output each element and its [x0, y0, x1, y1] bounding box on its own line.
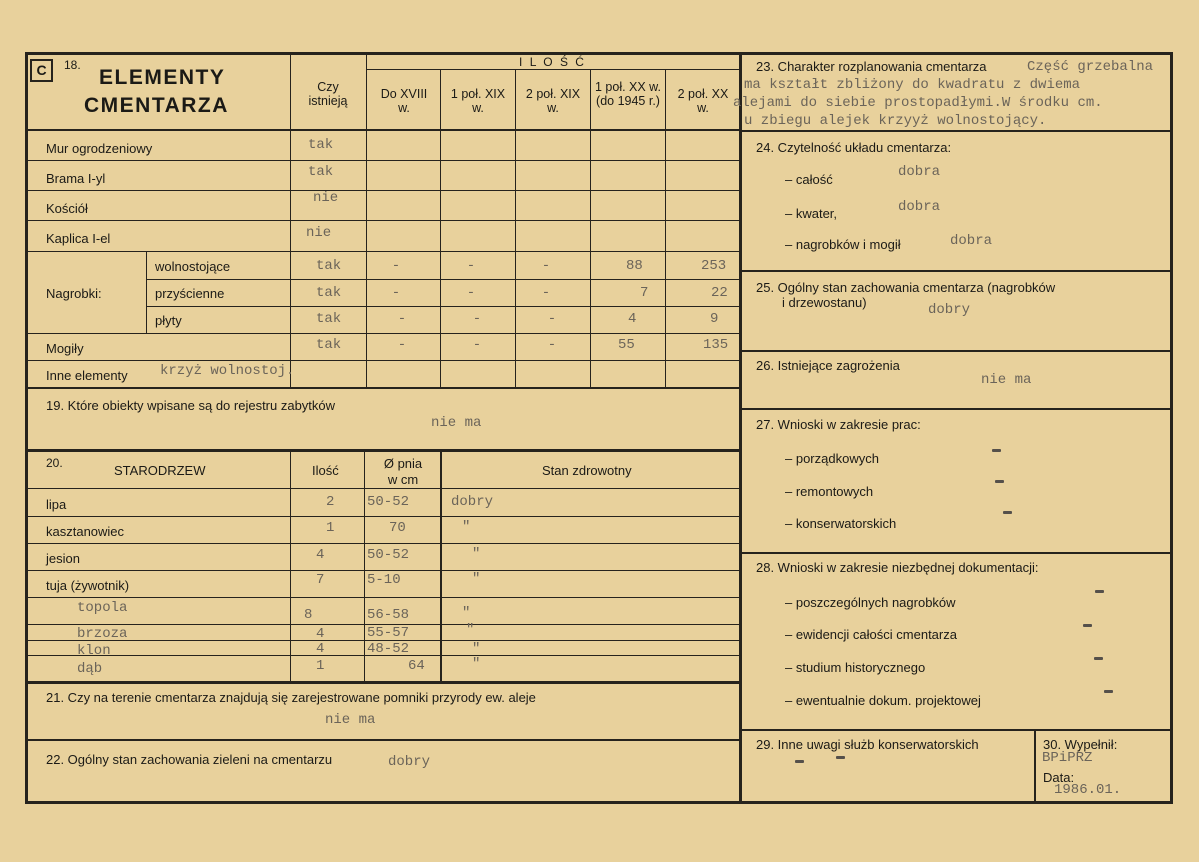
qty-value: - — [547, 337, 557, 353]
exists-column-header: Czy istnieją — [308, 80, 348, 108]
tree-name: kasztanowiec — [46, 524, 125, 539]
trees-qty-header: Ilość — [312, 463, 339, 478]
tree-health: " — [472, 571, 481, 587]
row-label-other: Inne elementy — [46, 368, 128, 383]
remarks-dash-2 — [836, 756, 845, 759]
tree-name-typed: dąb — [77, 661, 103, 677]
trees-diameter-header: Ø pnia — [383, 456, 423, 471]
section-18-title-line2: CMENTARZA — [84, 94, 229, 117]
tree-name: tuja (żywotnik) — [46, 578, 130, 593]
doc-history-dash — [1094, 657, 1103, 660]
qty-value: - — [397, 337, 407, 353]
row-label-church: Kościół — [46, 201, 88, 216]
qty-value: - — [472, 311, 482, 327]
tree-diameter: 56-58 — [367, 607, 410, 623]
legibility-plots-label: – kwater, — [785, 206, 838, 221]
s24-bottom — [740, 270, 1173, 272]
s20-col-sep — [440, 451, 442, 682]
s21-bottom — [25, 739, 740, 741]
doc-tombstones-dash — [1095, 590, 1104, 593]
row-label-gate: Brama I-yl — [46, 171, 106, 186]
section-26-value: nie ma — [981, 372, 1032, 388]
filled-by-value: BPiPRZ — [1042, 750, 1093, 766]
frame-bottom — [25, 801, 1173, 804]
section-20-number: 20. — [46, 456, 63, 470]
section-25-label-cont: i drzewostanu) — [782, 295, 867, 310]
qty-value: 9 — [710, 311, 719, 327]
tree-health: " — [462, 605, 471, 621]
legibility-whole-value: dobra — [898, 164, 941, 180]
tree-name-typed: klon — [77, 643, 111, 659]
tree-health: " — [466, 622, 475, 638]
section-30-label: 30. Wypełnił: — [1043, 737, 1118, 752]
s29-sep — [1034, 730, 1036, 802]
section-28-label: 28. Wnioski w zakresie niezbędnej dokumentacji: — [756, 560, 1039, 575]
works-repair-dash — [995, 480, 1004, 483]
row-label-tombstones-group: Nagrobki: — [46, 286, 102, 301]
frame-left — [25, 52, 28, 804]
tree-health: " — [472, 641, 481, 657]
doc-history-label: – studium historycznego — [785, 660, 926, 675]
section-26-label: 26. Istniejące zagrożenia — [756, 358, 900, 373]
works-conservation-dash — [1003, 511, 1012, 514]
tree-qty: 1 — [316, 658, 325, 674]
legibility-whole-label: – całość — [785, 172, 833, 187]
legibility-graves-label: – nagrobków i mogił — [785, 237, 901, 252]
s18-col-sep — [290, 55, 291, 387]
section-18-title-line1: ELEMENTY — [99, 66, 226, 89]
tree-name-typed: brzoza — [77, 626, 128, 642]
tree-diameter: 5-10 — [367, 572, 401, 588]
section-18-number: 18. — [64, 58, 81, 72]
frame-middle — [739, 52, 742, 804]
doc-design-dash — [1104, 690, 1113, 693]
tree-health: " — [472, 546, 481, 562]
s18-col-sep — [515, 70, 516, 387]
qty-value: 253 — [701, 258, 727, 274]
doc-register-dash — [1083, 624, 1092, 627]
tree-name: jesion — [46, 551, 80, 566]
tree-name: lipa — [46, 497, 67, 512]
s20-row-line — [25, 543, 740, 544]
exists-value: tak — [308, 137, 334, 153]
exists-value: nie — [306, 225, 332, 241]
s18-row-line — [25, 333, 740, 334]
s20-row-line — [25, 570, 740, 571]
tree-name-typed: topola — [77, 600, 128, 616]
section-19-label: 19. Które obiekty wpisane są do rejestru zabytków — [46, 398, 336, 413]
s20-col-sep — [290, 451, 291, 682]
tree-diameter: 50-52 — [367, 547, 410, 563]
section-29-label: 29. Inne uwagi służb konserwatorskich — [756, 737, 979, 752]
s26-bottom — [740, 408, 1173, 410]
tree-qty: 1 — [326, 520, 335, 536]
exists-value: tak — [316, 285, 342, 301]
row-label-wall: Mur ogrodzeniowy — [46, 141, 153, 156]
s18-bottom — [25, 387, 740, 389]
row-label-wall-mounted: przyścienne — [155, 286, 225, 301]
section-21-label: 21. Czy na terenie cmentarza znajdują się zarejestrowane pomniki przyrody ew. aleje — [46, 690, 536, 705]
section-letter-box: C — [30, 59, 53, 82]
qty-value: - — [397, 311, 407, 327]
section-27-label: 27. Wnioski w zakresie prac: — [756, 417, 921, 432]
s20-row-line — [25, 597, 740, 598]
qty-value: 135 — [703, 337, 729, 353]
s18-qty-sep — [366, 69, 739, 70]
tree-qty: 4 — [316, 626, 325, 642]
s20-bottom — [25, 681, 740, 684]
qty-value: 4 — [628, 311, 637, 327]
qty-value: - — [391, 285, 401, 301]
frame-right — [1170, 52, 1173, 804]
row-label-chapel: Kaplica I-el — [46, 231, 111, 246]
s18-group-sep — [146, 251, 147, 333]
s18-row-line — [25, 220, 740, 221]
works-repair-label: – remontowych — [785, 484, 874, 499]
exists-value: tak — [316, 258, 342, 274]
period-header-1: Do XVIII w. — [380, 87, 428, 115]
legibility-graves-value: dobra — [950, 233, 993, 249]
section-23-text-1: Część grzebalna — [1027, 59, 1154, 75]
tree-health: dobry — [451, 494, 494, 510]
exists-value: tak — [316, 337, 342, 353]
section-23-text-3: alejami do siebie prostopadłymi.W środku cm. — [733, 95, 1103, 111]
trees-health-header: Stan zdrowotny — [542, 463, 632, 478]
works-conservation-label: – konserwatorskich — [785, 516, 897, 531]
s20-top — [25, 449, 740, 452]
tree-qty: 4 — [316, 641, 325, 657]
s18-row-line — [25, 360, 740, 361]
section-25-value: dobry — [928, 302, 971, 318]
s18-header-bottom — [25, 129, 740, 131]
qty-value: - — [466, 285, 476, 301]
s20-col-sep — [364, 451, 365, 682]
works-cleanup-dash — [992, 449, 1001, 452]
s20-header-bottom — [25, 488, 740, 489]
quantity-header: I L O Ś Ć — [519, 55, 586, 69]
s28-bottom — [740, 729, 1173, 731]
trees-column-header: STARODRZEW — [114, 463, 206, 478]
remarks-dash-1 — [795, 760, 804, 763]
s18-row-line — [146, 306, 740, 307]
tree-diameter: 55-57 — [367, 625, 410, 641]
other-elements-value: krzyż wolnostoj. — [160, 363, 295, 379]
section-22-value: dobry — [388, 754, 431, 770]
qty-value: 7 — [640, 285, 649, 301]
doc-register-label: – ewidencji całości cmentarza — [785, 627, 957, 642]
tree-diameter: 64 — [408, 658, 425, 674]
period-header-5: 2 poł. XX w. — [677, 87, 729, 115]
s18-row-line — [25, 190, 740, 191]
period-header-3: 2 poł. XIX w. — [525, 87, 581, 115]
s18-row-line — [25, 160, 740, 161]
row-label-graves: Mogiły — [46, 341, 84, 356]
s18-col-sep — [665, 70, 666, 387]
tree-qty: 4 — [316, 547, 325, 563]
s20-row-line — [25, 516, 740, 517]
tree-qty: 8 — [304, 607, 313, 623]
date-label: Data: — [1043, 770, 1075, 785]
qty-value: 88 — [626, 258, 643, 274]
tree-diameter: 50-52 — [367, 494, 410, 510]
section-21-value: nie ma — [325, 712, 376, 728]
s18-col-sep — [366, 55, 367, 387]
section-22-label: 22. Ogólny stan zachowania zieleni na cmentarzu — [46, 752, 333, 767]
qty-value: - — [541, 285, 551, 301]
section-23-label: 23. Charakter rozplanowania cmentarza — [756, 59, 987, 74]
section-23-text-4: u zbiegu alejek krzyyż wolnostojący. — [744, 113, 1047, 129]
qty-value: - — [466, 258, 476, 274]
qty-value: - — [547, 311, 557, 327]
tree-diameter: 70 — [389, 520, 406, 536]
doc-design-label: – ewentualnie dokum. projektowej — [785, 693, 981, 708]
section-24-label: 24. Czytelność układu cmentarza: — [756, 140, 952, 155]
tree-diameter: 48-52 — [367, 641, 410, 657]
s27-bottom — [740, 552, 1173, 554]
exists-value: tak — [316, 311, 342, 327]
doc-tombstones-label: – poszczególnych nagrobków — [785, 595, 956, 610]
tree-qty: 2 — [326, 494, 335, 510]
exists-value: tak — [308, 164, 334, 180]
row-label-slabs: płyty — [155, 313, 182, 328]
s18-row-line — [25, 251, 740, 252]
qty-value: 55 — [618, 337, 635, 353]
tree-health: " — [472, 656, 481, 672]
period-header-2: 1 poł. XIX w. — [450, 87, 506, 115]
qty-value: - — [391, 258, 401, 274]
tree-qty: 7 — [316, 572, 325, 588]
works-cleanup-label: – porządkowych — [785, 451, 879, 466]
s23-bottom — [740, 130, 1173, 132]
s25-bottom — [740, 350, 1173, 352]
qty-value: - — [541, 258, 551, 274]
section-19-value: nie ma — [431, 415, 482, 431]
date-value: 1986.01. — [1054, 782, 1122, 798]
qty-value: 22 — [711, 285, 728, 301]
tree-health: " — [462, 519, 471, 535]
s18-col-sep — [440, 70, 441, 387]
legibility-plots-value: dobra — [898, 199, 941, 215]
s18-col-sep — [590, 70, 591, 387]
section-23-text-2: ma kształt zbliżony do kwadratu z dwiema — [744, 77, 1081, 93]
period-header-4: 1 poł. XX w. (do 1945 r.) — [594, 80, 661, 108]
s18-row-line — [146, 279, 740, 280]
qty-value: - — [472, 337, 482, 353]
section-25-label: 25. Ogólny stan zachowania cmentarza (nagrobków — [756, 280, 1056, 295]
trees-diameter-unit: w cm — [387, 472, 419, 487]
row-label-freestanding: wolnostojące — [155, 259, 231, 274]
exists-value: nie — [313, 190, 339, 206]
